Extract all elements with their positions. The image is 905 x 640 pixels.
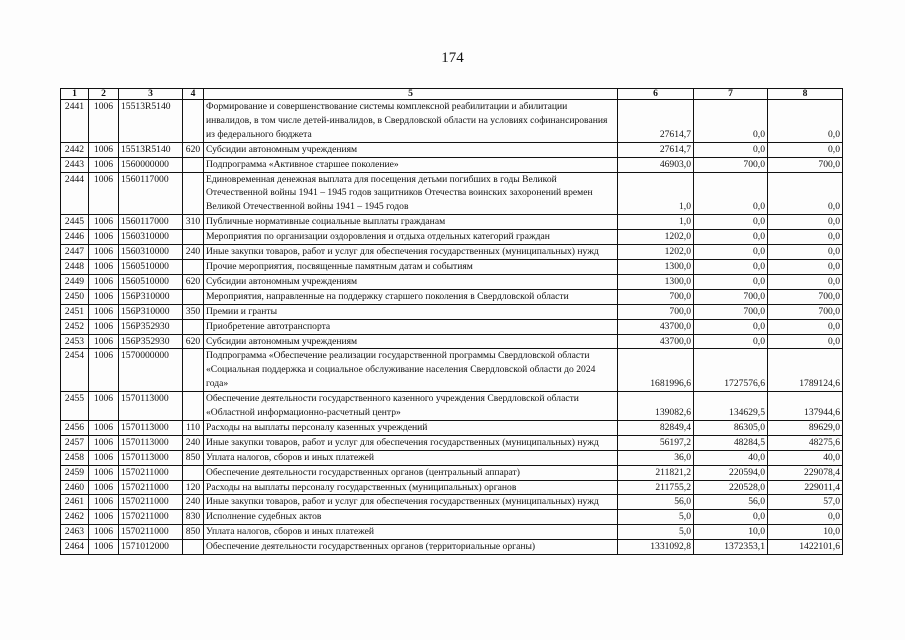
amount-col8-cell: 0,0: [768, 274, 843, 289]
expense-type-cell: [183, 100, 204, 143]
table-row: [61, 172, 843, 215]
table-row: [61, 510, 843, 525]
table-row: [61, 525, 843, 540]
amount-col6-cell: 1202,0: [618, 230, 694, 245]
expense-type-cell: 240: [183, 435, 204, 450]
table-row: [61, 274, 843, 289]
section-code-cell: 1006: [89, 274, 119, 289]
amount-col8-cell: 137944,6: [768, 392, 843, 421]
amount-col7-cell: 0,0: [694, 245, 768, 260]
expense-type-cell: 620: [183, 274, 204, 289]
description-cell: Приобретение автотранспорта: [204, 319, 618, 334]
amount-col8-cell: 0,0: [768, 172, 843, 215]
amount-col8-cell: 0,0: [768, 230, 843, 245]
amount-col6-cell: 1331092,8: [618, 540, 694, 555]
table-row: [61, 540, 843, 555]
section-code-cell: 1006: [89, 215, 119, 230]
section-code-cell: 1006: [89, 495, 119, 510]
amount-col7-cell: 0,0: [694, 319, 768, 334]
amount-col8-cell: 57,0: [768, 495, 843, 510]
header-cell: 6: [618, 89, 694, 100]
description-cell: Публичные нормативные социальные выплаты гражданам: [204, 215, 618, 230]
header-cell: 1: [61, 89, 89, 100]
budget-table: [60, 88, 843, 555]
table-row: [61, 319, 843, 334]
description-cell: Обеспечение деятельности государственных органов (территориальные органы): [204, 540, 618, 555]
description-cell: Прочие мероприятия, посвященные памятным датам и событиям: [204, 259, 618, 274]
amount-col6-cell: 1300,0: [618, 259, 694, 274]
amount-col8-cell: 0,0: [768, 510, 843, 525]
description-cell: Иные закупки товаров, работ и услуг для обеспечения государственных (муниципальных) нужд: [204, 435, 618, 450]
description-cell: Расходы на выплаты персоналу государственных (муниципальных) органов: [204, 480, 618, 495]
row-number-cell: 2458: [61, 450, 89, 465]
expense-type-cell: [183, 259, 204, 274]
section-code-cell: 1006: [89, 450, 119, 465]
description-cell: Мероприятия, направленные на поддержку старшего поколения в Свердловской области: [204, 289, 618, 304]
description-cell: Расходы на выплаты персоналу казенных учреждений: [204, 420, 618, 435]
header-cell: 4: [183, 89, 204, 100]
target-code-cell: 1570113000: [119, 450, 183, 465]
target-code-cell: 1560310000: [119, 245, 183, 260]
amount-col8-cell: 1422101,6: [768, 540, 843, 555]
table-row: [61, 495, 843, 510]
amount-col6-cell: 700,0: [618, 304, 694, 319]
amount-col8-cell: 0,0: [768, 319, 843, 334]
row-number-cell: 2457: [61, 435, 89, 450]
expense-type-cell: 620: [183, 142, 204, 157]
section-code-cell: 1006: [89, 420, 119, 435]
target-code-cell: 156P310000: [119, 304, 183, 319]
amount-col6-cell: 27614,7: [618, 142, 694, 157]
amount-col6-cell: 43700,0: [618, 319, 694, 334]
amount-col6-cell: 56,0: [618, 495, 694, 510]
expense-type-cell: 850: [183, 525, 204, 540]
expense-type-cell: 350: [183, 304, 204, 319]
amount-col6-cell: 1300,0: [618, 274, 694, 289]
header-cell: 2: [89, 89, 119, 100]
table-row: [61, 465, 843, 480]
section-code-cell: 1006: [89, 525, 119, 540]
row-number-cell: 2454: [61, 349, 89, 392]
expense-type-cell: [183, 349, 204, 392]
amount-col6-cell: 700,0: [618, 289, 694, 304]
row-number-cell: 2452: [61, 319, 89, 334]
description-cell: Субсидии автономным учреждениям: [204, 334, 618, 349]
expense-type-cell: [183, 540, 204, 555]
description-cell: Уплата налогов, сборов и иных платежей: [204, 450, 618, 465]
amount-col7-cell: 0,0: [694, 274, 768, 289]
section-code-cell: 1006: [89, 304, 119, 319]
section-code-cell: 1006: [89, 334, 119, 349]
row-number-cell: 2450: [61, 289, 89, 304]
amount-col7-cell: 1727576,6: [694, 349, 768, 392]
target-code-cell: 1560510000: [119, 274, 183, 289]
amount-col8-cell: 10,0: [768, 525, 843, 540]
amount-col7-cell: 700,0: [694, 289, 768, 304]
amount-col7-cell: 0,0: [694, 142, 768, 157]
section-code-cell: 1006: [89, 480, 119, 495]
amount-col8-cell: 229011,4: [768, 480, 843, 495]
page-number: 174: [441, 50, 464, 66]
expense-type-cell: 310: [183, 215, 204, 230]
table-row: [61, 245, 843, 260]
row-number-cell: 2448: [61, 259, 89, 274]
target-code-cell: 1570113000: [119, 420, 183, 435]
amount-col7-cell: 220594,0: [694, 465, 768, 480]
amount-col7-cell: 0,0: [694, 100, 768, 143]
section-code-cell: 1006: [89, 289, 119, 304]
description-cell: Единовременная денежная выплата для посещения детьми погибших в годы Великой Отечественной войны 1941 – 1945 годов защитников Отечества воинских захоронений времен Великой Отечественной войны 1941 – 1945 годов: [204, 172, 618, 215]
row-number-cell: 2461: [61, 495, 89, 510]
amount-col6-cell: 211821,2: [618, 465, 694, 480]
target-code-cell: 156P352930: [119, 319, 183, 334]
amount-col7-cell: 0,0: [694, 172, 768, 215]
description-cell: Субсидии автономным учреждениям: [204, 142, 618, 157]
section-code-cell: 1006: [89, 100, 119, 143]
amount-col6-cell: 1681996,6: [618, 349, 694, 392]
amount-col8-cell: 229078,4: [768, 465, 843, 480]
expense-type-cell: [183, 157, 204, 172]
row-number-cell: 2464: [61, 540, 89, 555]
amount-col6-cell: 43700,0: [618, 334, 694, 349]
amount-col7-cell: 0,0: [694, 510, 768, 525]
amount-col6-cell: 211755,2: [618, 480, 694, 495]
header-cell: 5: [204, 89, 618, 100]
description-cell: Исполнение судебных актов: [204, 510, 618, 525]
target-code-cell: 1560117000: [119, 215, 183, 230]
expense-type-cell: [183, 230, 204, 245]
description-cell: Формирование и совершенствование системы комплексной реабилитации и абилитации инвалидов, в том числе детей-инвалидов, в Свердловской области на условиях софинансирования из федерального бюджета: [204, 100, 618, 143]
table-row: [61, 435, 843, 450]
amount-col8-cell: 40,0: [768, 450, 843, 465]
amount-col7-cell: 0,0: [694, 215, 768, 230]
target-code-cell: 1570113000: [119, 392, 183, 421]
amount-col6-cell: 56197,2: [618, 435, 694, 450]
expense-type-cell: 110: [183, 420, 204, 435]
target-code-cell: 1570211000: [119, 510, 183, 525]
expense-type-cell: [183, 289, 204, 304]
amount-col8-cell: 0,0: [768, 215, 843, 230]
target-code-cell: 15513R5140: [119, 100, 183, 143]
amount-col6-cell: 36,0: [618, 450, 694, 465]
amount-col7-cell: 40,0: [694, 450, 768, 465]
target-code-cell: 1560510000: [119, 259, 183, 274]
target-code-cell: 1560117000: [119, 172, 183, 215]
expense-type-cell: [183, 392, 204, 421]
section-code-cell: 1006: [89, 540, 119, 555]
row-number-cell: 2441: [61, 100, 89, 143]
table-row: [61, 157, 843, 172]
header-cell: 3: [119, 89, 183, 100]
expense-type-cell: 850: [183, 450, 204, 465]
row-number-cell: 2444: [61, 172, 89, 215]
amount-col7-cell: 220528,0: [694, 480, 768, 495]
table-row: [61, 334, 843, 349]
expense-type-cell: 120: [183, 480, 204, 495]
target-code-cell: 15513R5140: [119, 142, 183, 157]
amount-col6-cell: 5,0: [618, 525, 694, 540]
amount-col7-cell: 0,0: [694, 230, 768, 245]
amount-col6-cell: 46903,0: [618, 157, 694, 172]
description-cell: Подпрограмма «Активное старшее поколение»: [204, 157, 618, 172]
row-number-cell: 2463: [61, 525, 89, 540]
section-code-cell: 1006: [89, 142, 119, 157]
amount-col7-cell: 700,0: [694, 304, 768, 319]
expense-type-cell: [183, 319, 204, 334]
section-code-cell: 1006: [89, 435, 119, 450]
amount-col8-cell: 0,0: [768, 259, 843, 274]
description-cell: Иные закупки товаров, работ и услуг для обеспечения государственных (муниципальных) нужд: [204, 495, 618, 510]
amount-col8-cell: 0,0: [768, 245, 843, 260]
row-number-cell: 2443: [61, 157, 89, 172]
description-cell: Обеспечение деятельности государственных органов (центральный аппарат): [204, 465, 618, 480]
row-number-cell: 2445: [61, 215, 89, 230]
section-code-cell: 1006: [89, 510, 119, 525]
amount-col6-cell: 1,0: [618, 215, 694, 230]
table-row: [61, 230, 843, 245]
expense-type-cell: [183, 465, 204, 480]
amount-col8-cell: 700,0: [768, 289, 843, 304]
table-row: [61, 349, 843, 392]
table-row: [61, 100, 843, 143]
table-row: [61, 480, 843, 495]
target-code-cell: 1570000000: [119, 349, 183, 392]
description-cell: Субсидии автономным учреждениям: [204, 274, 618, 289]
target-code-cell: 1570113000: [119, 435, 183, 450]
table-row: [61, 215, 843, 230]
row-number-cell: 2447: [61, 245, 89, 260]
amount-col6-cell: 1,0: [618, 172, 694, 215]
section-code-cell: 1006: [89, 349, 119, 392]
amount-col7-cell: 0,0: [694, 259, 768, 274]
amount-col8-cell: 0,0: [768, 100, 843, 143]
table-row: [61, 450, 843, 465]
row-number-cell: 2455: [61, 392, 89, 421]
amount-col7-cell: 48284,5: [694, 435, 768, 450]
amount-col8-cell: 1789124,6: [768, 349, 843, 392]
section-code-cell: 1006: [89, 259, 119, 274]
amount-col6-cell: 82849,4: [618, 420, 694, 435]
section-code-cell: 1006: [89, 392, 119, 421]
table-row: [61, 142, 843, 157]
description-cell: Иные закупки товаров, работ и услуг для обеспечения государственных (муниципальных) нужд: [204, 245, 618, 260]
target-code-cell: 156P310000: [119, 289, 183, 304]
description-cell: Премии и гранты: [204, 304, 618, 319]
section-code-cell: 1006: [89, 465, 119, 480]
amount-col7-cell: 86305,0: [694, 420, 768, 435]
target-code-cell: 1570211000: [119, 495, 183, 510]
header-row: [61, 89, 843, 100]
table-row: [61, 259, 843, 274]
row-number-cell: 2442: [61, 142, 89, 157]
amount-col8-cell: 48275,6: [768, 435, 843, 450]
table-row: [61, 392, 843, 421]
section-code-cell: 1006: [89, 172, 119, 215]
row-number-cell: 2451: [61, 304, 89, 319]
description-cell: Обеспечение деятельности государственного казенного учреждения Свердловской области «Областной информационно-расчетный центр»: [204, 392, 618, 421]
amount-col7-cell: 56,0: [694, 495, 768, 510]
target-code-cell: 1560310000: [119, 230, 183, 245]
expense-type-cell: 240: [183, 495, 204, 510]
target-code-cell: 1560000000: [119, 157, 183, 172]
amount-col7-cell: 1372353,1: [694, 540, 768, 555]
amount-col6-cell: 139082,6: [618, 392, 694, 421]
expense-type-cell: 240: [183, 245, 204, 260]
target-code-cell: 156P352930: [119, 334, 183, 349]
amount-col6-cell: 5,0: [618, 510, 694, 525]
amount-col8-cell: 700,0: [768, 157, 843, 172]
description-cell: Мероприятия по организации оздоровления и отдыха отдельных категорий граждан: [204, 230, 618, 245]
amount-col8-cell: 0,0: [768, 142, 843, 157]
row-number-cell: 2462: [61, 510, 89, 525]
table-row: [61, 420, 843, 435]
amount-col7-cell: 10,0: [694, 525, 768, 540]
amount-col8-cell: 89629,0: [768, 420, 843, 435]
row-number-cell: 2446: [61, 230, 89, 245]
expense-type-cell: [183, 172, 204, 215]
section-code-cell: 1006: [89, 245, 119, 260]
amount-col7-cell: 700,0: [694, 157, 768, 172]
section-code-cell: 1006: [89, 157, 119, 172]
target-code-cell: 1571012000: [119, 540, 183, 555]
table-row: [61, 304, 843, 319]
row-number-cell: 2460: [61, 480, 89, 495]
expense-type-cell: 620: [183, 334, 204, 349]
target-code-cell: 1570211000: [119, 465, 183, 480]
amount-col6-cell: 1202,0: [618, 245, 694, 260]
row-number-cell: 2459: [61, 465, 89, 480]
amount-col6-cell: 27614,7: [618, 100, 694, 143]
amount-col8-cell: 0,0: [768, 334, 843, 349]
expense-type-cell: 830: [183, 510, 204, 525]
row-number-cell: 2456: [61, 420, 89, 435]
header-cell: 7: [694, 89, 768, 100]
section-code-cell: 1006: [89, 319, 119, 334]
section-code-cell: 1006: [89, 230, 119, 245]
amount-col7-cell: 0,0: [694, 334, 768, 349]
table-row: [61, 289, 843, 304]
row-number-cell: 2449: [61, 274, 89, 289]
target-code-cell: 1570211000: [119, 525, 183, 540]
description-cell: Уплата налогов, сборов и иных платежей: [204, 525, 618, 540]
amount-col7-cell: 134629,5: [694, 392, 768, 421]
target-code-cell: 1570211000: [119, 480, 183, 495]
row-number-cell: 2453: [61, 334, 89, 349]
description-cell: Подпрограмма «Обеспечение реализации государственной программы Свердловской области «Социальная поддержка и социальное обслуживание населения Свердловской области до 2024 года»: [204, 349, 618, 392]
header-cell: 8: [768, 89, 843, 100]
amount-col8-cell: 700,0: [768, 304, 843, 319]
